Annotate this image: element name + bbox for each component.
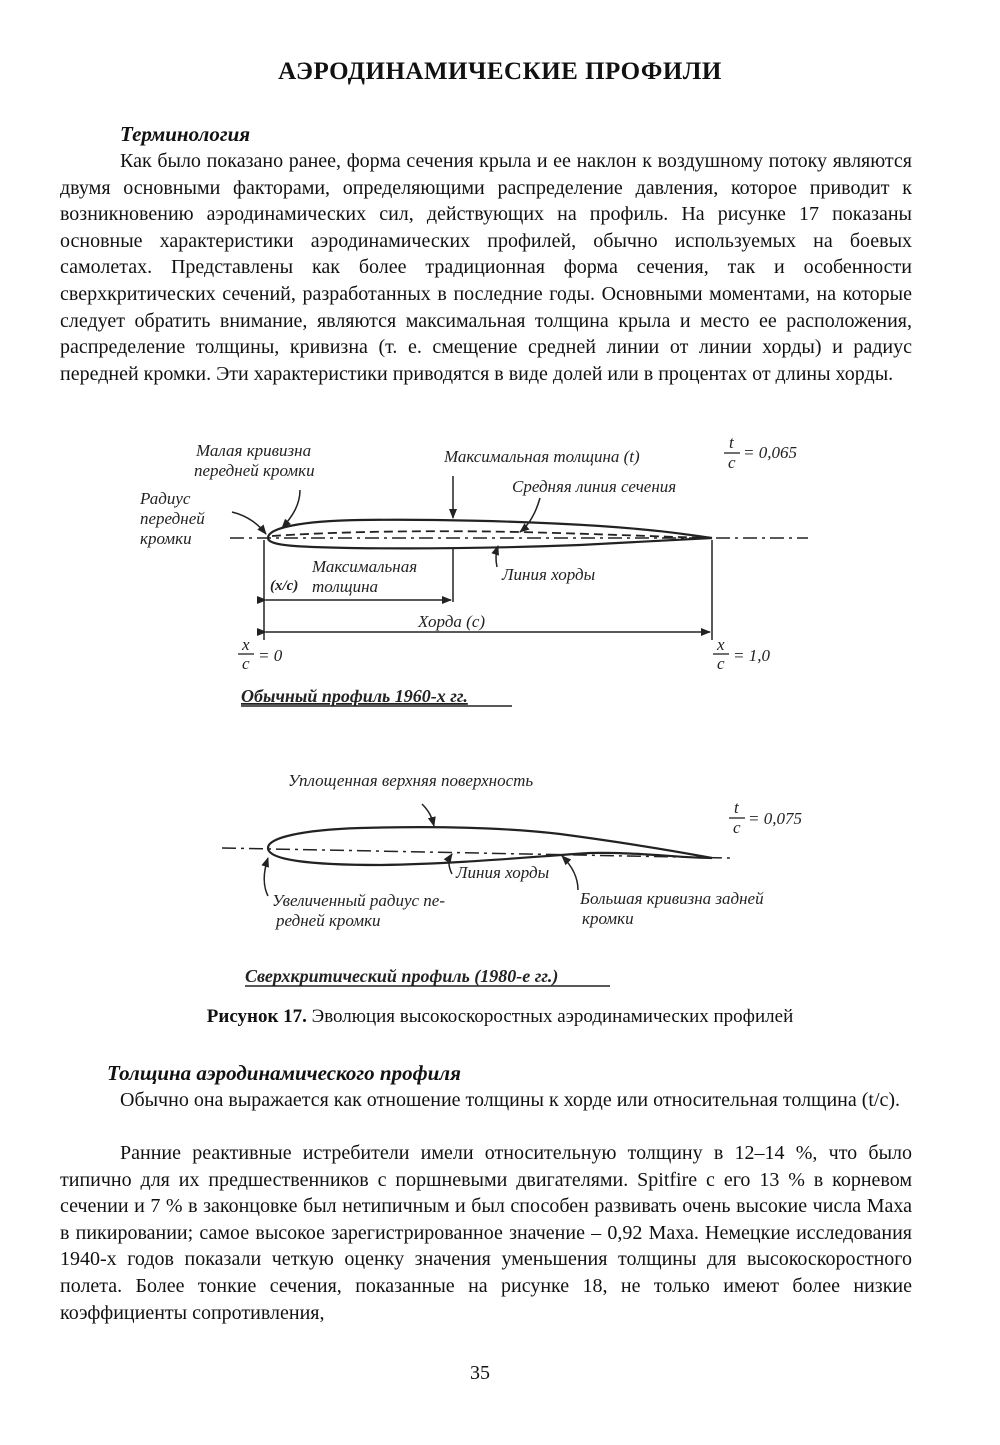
label-max-thickness: Максимальная толщина (t) xyxy=(444,447,640,466)
label-te-camber-1: Большая кривизна задней xyxy=(580,889,764,908)
label-radius-3: кромки xyxy=(140,529,192,548)
sc-chord-line xyxy=(222,848,730,858)
sc-label-chord-line: Линия хорды xyxy=(456,863,550,882)
sc-ratio-value: = 0,075 xyxy=(748,809,802,828)
label-flat-top: Уплощенная верхняя поверхность xyxy=(288,771,534,790)
low-camber-arrow xyxy=(282,490,300,528)
label-chord: Хорда (с) xyxy=(418,612,486,631)
section-heading-terminology: Терминология xyxy=(120,122,251,146)
conventional-subtitle: Обычный профиль 1960-х гг. xyxy=(241,686,468,706)
xc-fraction: (x/c) xyxy=(270,578,299,594)
paragraph-terminology: Как было показано ранее, форма сечения крыла и ее наклон к воздушному потоку являются двумя основными факторами, определяющими распределение давления, которое приводит к возникновению аэродинамических сил, действующих на профиль. На рисунке 17 показаны основные характеристики аэродинамических профилей, обычно используемых на боевых самолетах. Представлены как более традиционная форма сечения, так и особенности сверхкритических сечений, разработанных в последние годы. Основными моментами, на которые следует обратить внимание, являются максимальная толщина крыла и место ее расположения, распределение толщины, кривизна (т. е. смещение средней линии от линии хорды) и радиус передней кромки. Эти характеристики приводятся в виде долей или в процентах от длины хорды. xyxy=(60,150,912,385)
figure-caption xyxy=(0,1006,1000,1028)
ratio-top: t xyxy=(729,433,734,452)
label-le-radius-1: Увеличенный радиус пе- xyxy=(272,891,445,910)
x1-value: = 1,0 xyxy=(733,646,770,665)
radius-arrow xyxy=(232,512,266,534)
page-number: 35 xyxy=(470,1362,490,1384)
ratio-bottom: c xyxy=(728,453,736,472)
chord-line-arrow xyxy=(496,546,498,567)
x0-bottom: c xyxy=(242,654,250,673)
airfoil-outline-supercritical xyxy=(268,827,712,865)
label-te-camber-2: кромки xyxy=(582,909,634,928)
label-mean-line: Средняя линия сечения xyxy=(512,477,677,496)
x1-top: x xyxy=(717,635,725,654)
mean-camber-line xyxy=(272,531,710,538)
mean-line-arrow xyxy=(520,498,540,532)
figure-caption-text: Эволюция высокоскоростных аэродинамических профилей xyxy=(311,1006,794,1027)
label-le-radius-2: редней кромки xyxy=(276,911,381,930)
sc-ratio-bottom: c xyxy=(733,818,741,837)
x0-value: = 0 xyxy=(258,646,283,665)
airfoil-outline-conventional xyxy=(268,520,712,549)
label-low-camber-2: передней кромки xyxy=(194,461,315,480)
section-heading-thickness: Толщина аэродинамического профиля xyxy=(107,1061,461,1085)
label-radius-2: передней xyxy=(140,509,205,528)
te-camber-arrow xyxy=(562,856,578,890)
label-chord-line: Линия хорды xyxy=(502,565,596,584)
label-max-thick-pos-1: Максимальная xyxy=(312,557,418,576)
le-radius-arrow xyxy=(264,858,268,896)
paragraph-thickness-2: Ранние реактивные истребители имели относительную толщину в 12–14 %, что было типично для их предшественников с поршневыми двигателями. Spitfire с его 13 % в корневом сечении и 7 % в законцовке был нетипичным и был способен развивать очень высокие числа Маха в пикировании; самое высокое зарегистрированное значение – 0,92 Маха. Немецкие исследования 1940-х годов показали четкую оценку значения уменьшения толщины для высокоскоростного полета. Более тонкие сечения, показанные на рисунке 18, не только имеют более низкие коэффициенты сопротивления, xyxy=(60,1142,912,1324)
sc-ratio-top: t xyxy=(734,798,739,817)
page-title: АЭРОДИНАМИЧЕСКИЕ ПРОФИЛИ xyxy=(278,58,722,85)
supercritical-subtitle: Сверхкритический профиль (1980-е гг.) xyxy=(245,966,559,986)
sc-chord-line-arrow xyxy=(449,854,452,874)
flat-top-arrow xyxy=(422,804,434,826)
supercritical-profile-diagram xyxy=(222,771,802,987)
ratio-value: = 0,065 xyxy=(743,443,797,462)
figure-caption-label: Рисунок 17. xyxy=(206,1006,307,1027)
label-radius-1: Радиус xyxy=(140,489,191,508)
conventional-profile-diagram xyxy=(139,433,808,706)
x0-top: x xyxy=(242,635,250,654)
label-max-thick-pos-2: толщина xyxy=(312,577,379,596)
label-low-camber-1: Малая кривизна xyxy=(196,441,312,460)
paragraph-thickness-1: Обычно она выражается как отношение толщины к хорде или относительная толщина (t/c). xyxy=(120,1089,901,1111)
x1-bottom: c xyxy=(717,654,725,673)
